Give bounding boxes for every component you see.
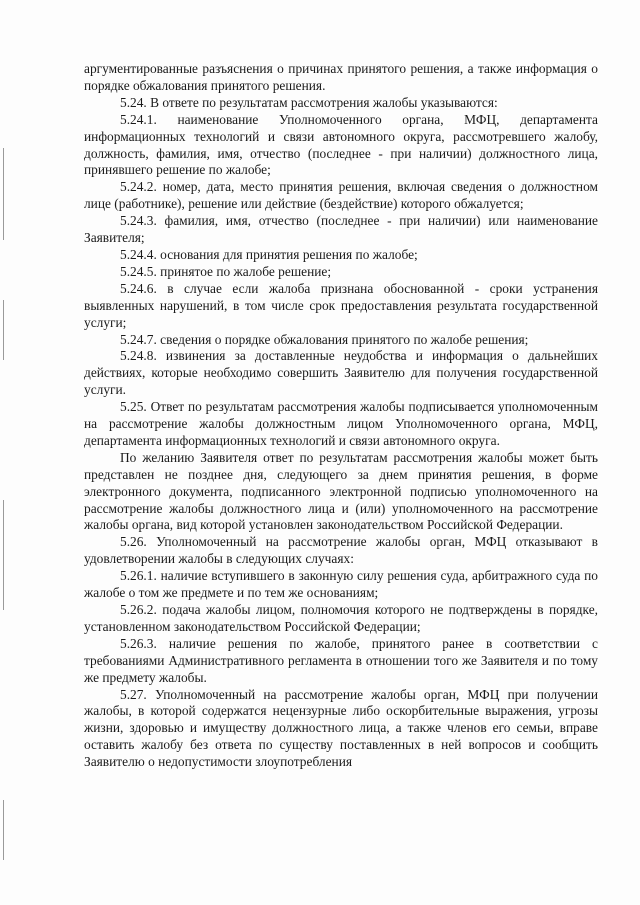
scan-edge-line: [3, 148, 4, 240]
scan-edge-line: [3, 300, 4, 360]
paragraph-5-24-3: 5.24.3. фамилия, имя, отчество (последнее - при наличии) или наименование Заявителя;: [84, 213, 598, 246]
paragraph-5-24-1: 5.24.1. наименование Уполномоченного органа, МФЦ, департамента информационных технологий и связи автономного округа, рассмотревшего жалобу, должность, фамилия, имя, отчество (последнее - при наличии) должностного лица, принявшего решение по жалобе;: [84, 111, 598, 178]
paragraph-5-24-6: 5.24.6. в случае если жалоба признана обоснованной - сроки устранения выявленных нарушений, в том числе срок предоставления результата государственной услуги;: [84, 280, 598, 330]
document-body: [84, 61, 598, 771]
paragraph-5-27: 5.27. Уполномоченный на рассмотрение жалобы орган, МФЦ при получении жалобы, в которой содержатся нецензурные либо оскорбительные выражения, угрозы жизни, здоровью и имуществу должностного лица, а также членов его семьи, вправе оставить жалобу без ответа по существу поставленных в ней вопросов и сообщить Заявителю о недопустимости злоупотребления: [84, 686, 598, 770]
paragraph-5-24-7: 5.24.7. сведения о порядке обжалования принятого по жалобе решения;: [120, 331, 529, 347]
paragraph-5-26-1: 5.26.1. наличие вступившего в законную силу решения суда, арбитражного суда по жалобе о том же предмете и по тем же основаниям;: [84, 568, 598, 601]
scan-edge-line: [3, 500, 4, 610]
paragraph-5-26: 5.26. Уполномоченный на рассмотрение жалобы орган, МФЦ отказывают в удовлетворении жалобы в следующих случаях:: [84, 534, 598, 567]
paragraph-5-24-2: 5.24.2. номер, дата, место принятия решения, включая сведения о должностном лице (работнике), решение или действие (бездействие) которого обжалуется;: [84, 179, 598, 212]
paragraph-5-25: 5.25. Ответ по результатам рассмотрения жалобы подписывается уполномоченным на рассмотрение жалобы должностным лицом Уполномоченного органа, МФЦ, департамента информационных технологий и связи автономного округа.: [84, 399, 598, 448]
paragraph-5-26-3: 5.26.3. наличие решения по жалобе, принятого ранее в соответствии с требованиями Административного регламента в отношении того же Заявителя и по тому же предмету жалобы.: [84, 635, 598, 685]
scan-edge-line: [3, 800, 4, 860]
paragraph-5-24-5: 5.24.5. принятое по жалобе решение;: [120, 263, 332, 279]
paragraph-5-24-4: 5.24.4. основания для принятия решения по жалобе;: [120, 246, 418, 262]
paragraph-electronic-answer: По желанию Заявителя ответ по результатам рассмотрения жалобы может быть представлен не позднее дня, следующего за днем принятия решения, в форме электронного документа, подписанного электронной подписью уполномоченного на рассмотрение жалобы должностного лица и (или) уполномоченного на рассмотрение жалобы органа, вид которой установлен законодательством Российской Федерации.: [84, 449, 598, 533]
paragraph-continuation: аргументированные разъяснения о причинах принятого решения, а также информация о порядке обжалования принятого решения.: [84, 61, 598, 93]
paragraph-5-24: 5.24. В ответе по результатам рассмотрения жалобы указываются:: [120, 94, 498, 110]
paragraph-5-26-2: 5.26.2. подача жалобы лицом, полномочия которого не подтверждены в порядке, установленном законодательством Российской Федерации;: [84, 602, 598, 634]
paragraph-5-24-8: 5.24.8. извинения за доставленные неудобства и информация о дальнейших действиях, которые необходимо совершить Заявителю для получения государственной услуги.: [84, 348, 598, 398]
